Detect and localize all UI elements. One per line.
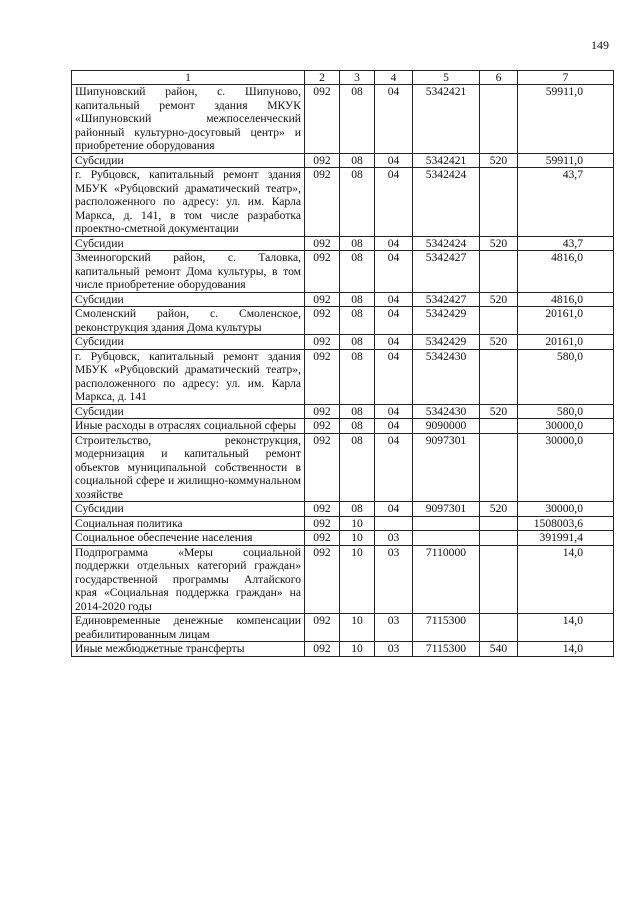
code-cell: 08 xyxy=(340,419,375,434)
code-cell: 08 xyxy=(340,85,375,154)
code-cell: 5342424 xyxy=(413,168,480,237)
code-cell: 08 xyxy=(340,153,375,168)
code-cell: 5342427 xyxy=(413,251,480,293)
sum-cell: 30000,0 xyxy=(518,433,614,502)
row-name-cell: Подпрограмма «Меры социальной поддержки отдельных категорий граждан» государственной программы Алтайского края «Социальная поддержка граждан» на 2014-2020 годы xyxy=(72,545,305,614)
table-row xyxy=(72,307,614,335)
sum-cell: 30000,0 xyxy=(518,419,614,434)
table-row xyxy=(72,516,614,531)
code-cell: 08 xyxy=(340,292,375,307)
table-row xyxy=(72,236,614,251)
code-cell: 092 xyxy=(305,85,340,154)
code-cell xyxy=(413,516,480,531)
code-cell: 04 xyxy=(375,419,413,434)
code-cell: 5342430 xyxy=(413,404,480,419)
sum-cell: 20161,0 xyxy=(518,307,614,335)
code-cell: 7115300 xyxy=(413,642,480,657)
table-row xyxy=(72,419,614,434)
code-cell: 092 xyxy=(305,307,340,335)
row-name-cell: Змеиногорский район, с. Таловка, капитальный ремонт Дома культуры, в том числе приобретение оборудования xyxy=(72,251,305,293)
code-cell: 5342421 xyxy=(413,85,480,154)
code-cell: 10 xyxy=(340,516,375,531)
code-cell: 092 xyxy=(305,419,340,434)
code-cell: 520 xyxy=(480,502,518,517)
column-header: 1 xyxy=(72,71,305,85)
code-cell: 092 xyxy=(305,153,340,168)
code-cell: 092 xyxy=(305,292,340,307)
table-row xyxy=(72,502,614,517)
code-cell xyxy=(413,531,480,546)
code-cell: 5342430 xyxy=(413,349,480,404)
table-row xyxy=(72,614,614,642)
code-cell: 5342429 xyxy=(413,307,480,335)
row-name-cell: Субсидии xyxy=(72,153,305,168)
code-cell: 08 xyxy=(340,251,375,293)
row-name-cell: Субсидии xyxy=(72,335,305,350)
code-cell: 092 xyxy=(305,642,340,657)
table-row xyxy=(72,545,614,614)
code-cell: 520 xyxy=(480,153,518,168)
code-cell: 04 xyxy=(375,433,413,502)
table-row xyxy=(72,85,614,154)
code-cell: 540 xyxy=(480,642,518,657)
sum-cell: 43,7 xyxy=(518,168,614,237)
code-cell xyxy=(375,516,413,531)
code-cell: 04 xyxy=(375,349,413,404)
column-header: 2 xyxy=(305,71,340,85)
code-cell: 092 xyxy=(305,404,340,419)
code-cell: 092 xyxy=(305,531,340,546)
code-cell xyxy=(480,516,518,531)
budget-table xyxy=(71,70,614,657)
page-number: 149 xyxy=(591,38,609,52)
sum-cell: 59911,0 xyxy=(518,85,614,154)
code-cell: 5342421 xyxy=(413,153,480,168)
code-cell: 08 xyxy=(340,433,375,502)
table-row xyxy=(72,433,614,502)
code-cell xyxy=(480,349,518,404)
code-cell xyxy=(480,419,518,434)
column-header: 7 xyxy=(518,71,614,85)
code-cell: 5342429 xyxy=(413,335,480,350)
sum-cell: 30000,0 xyxy=(518,502,614,517)
sum-cell: 580,0 xyxy=(518,404,614,419)
table-row xyxy=(72,335,614,350)
code-cell: 520 xyxy=(480,236,518,251)
code-cell: 03 xyxy=(375,614,413,642)
code-cell: 9097301 xyxy=(413,433,480,502)
table-row xyxy=(72,292,614,307)
sum-cell: 14,0 xyxy=(518,614,614,642)
code-cell xyxy=(480,614,518,642)
code-cell: 04 xyxy=(375,307,413,335)
row-name-cell: г. Рубцовск, капитальный ремонт здания МБУК «Рубцовский драматический театр», расположенного по адресу: ул. им. Карла Маркса, д. 141, в том числе разработка проектно-сметной документации xyxy=(72,168,305,237)
row-name-cell: Социальная политика xyxy=(72,516,305,531)
sum-cell: 1508003,6 xyxy=(518,516,614,531)
code-cell: 08 xyxy=(340,307,375,335)
column-header: 3 xyxy=(340,71,375,85)
code-cell: 092 xyxy=(305,545,340,614)
code-cell: 9090000 xyxy=(413,419,480,434)
code-cell: 7110000 xyxy=(413,545,480,614)
sum-cell: 20161,0 xyxy=(518,335,614,350)
code-cell xyxy=(480,433,518,502)
code-cell: 092 xyxy=(305,502,340,517)
row-name-cell: Шипуновский район, с. Шипуново, капитальный ремонт здания МКУК «Шипуновский межпоселенческий районный культурно-досуговый центр» и приобретение оборудования xyxy=(72,85,305,154)
row-name-cell: Единовременные денежные компенсации реабилитированным лицам xyxy=(72,614,305,642)
table-row xyxy=(72,642,614,657)
code-cell: 04 xyxy=(375,502,413,517)
code-cell: 08 xyxy=(340,502,375,517)
row-name-cell: Субсидии xyxy=(72,404,305,419)
code-cell: 092 xyxy=(305,335,340,350)
code-cell: 5342427 xyxy=(413,292,480,307)
row-name-cell: Социальное обеспечение населения xyxy=(72,531,305,546)
sum-cell: 43,7 xyxy=(518,236,614,251)
code-cell xyxy=(480,168,518,237)
code-cell: 08 xyxy=(340,404,375,419)
code-cell: 092 xyxy=(305,516,340,531)
code-cell: 04 xyxy=(375,404,413,419)
sum-cell: 4816,0 xyxy=(518,292,614,307)
code-cell: 10 xyxy=(340,545,375,614)
table-row xyxy=(72,404,614,419)
code-cell: 04 xyxy=(375,168,413,237)
column-header: 5 xyxy=(413,71,480,85)
row-name-cell: Субсидии xyxy=(72,292,305,307)
row-name-cell: Субсидии xyxy=(72,502,305,517)
code-cell: 03 xyxy=(375,545,413,614)
table-row xyxy=(72,531,614,546)
code-cell: 08 xyxy=(340,236,375,251)
code-cell: 520 xyxy=(480,292,518,307)
sum-cell: 580,0 xyxy=(518,349,614,404)
code-cell xyxy=(480,85,518,154)
sum-cell: 4816,0 xyxy=(518,251,614,293)
code-cell: 092 xyxy=(305,614,340,642)
code-cell: 10 xyxy=(340,642,375,657)
code-cell xyxy=(480,307,518,335)
code-cell xyxy=(480,251,518,293)
sum-cell: 391991,4 xyxy=(518,531,614,546)
code-cell: 7115300 xyxy=(413,614,480,642)
code-cell: 10 xyxy=(340,614,375,642)
row-name-cell: Субсидии xyxy=(72,236,305,251)
table-row xyxy=(72,153,614,168)
code-cell: 5342424 xyxy=(413,236,480,251)
code-cell: 520 xyxy=(480,404,518,419)
code-cell: 092 xyxy=(305,168,340,237)
column-header: 6 xyxy=(480,71,518,85)
code-cell: 08 xyxy=(340,335,375,350)
code-cell: 08 xyxy=(340,168,375,237)
sum-cell: 14,0 xyxy=(518,642,614,657)
code-cell: 092 xyxy=(305,236,340,251)
code-cell: 092 xyxy=(305,349,340,404)
code-cell: 04 xyxy=(375,85,413,154)
code-cell: 092 xyxy=(305,433,340,502)
code-cell: 04 xyxy=(375,153,413,168)
row-name-cell: Иные расходы в отраслях социальной сферы xyxy=(72,419,305,434)
code-cell xyxy=(480,531,518,546)
code-cell: 04 xyxy=(375,236,413,251)
sum-cell: 59911,0 xyxy=(518,153,614,168)
row-name-cell: Строительство, реконструкция, модернизация и капитальный ремонт объектов муниципальной собственности в социальной сфере и жилищно-коммунальном хозяйстве xyxy=(72,433,305,502)
code-cell: 04 xyxy=(375,251,413,293)
table-row xyxy=(72,168,614,237)
sum-cell: 14,0 xyxy=(518,545,614,614)
code-cell: 03 xyxy=(375,642,413,657)
table-row xyxy=(72,251,614,293)
row-name-cell: Смоленский район, с. Смоленское, реконструкция здания Дома культуры xyxy=(72,307,305,335)
code-cell: 092 xyxy=(305,251,340,293)
code-cell: 520 xyxy=(480,335,518,350)
code-cell: 03 xyxy=(375,531,413,546)
column-header: 4 xyxy=(375,71,413,85)
table-row xyxy=(72,349,614,404)
code-cell: 10 xyxy=(340,531,375,546)
code-cell: 04 xyxy=(375,335,413,350)
row-name-cell: Иные межбюджетные трансферты xyxy=(72,642,305,657)
code-cell: 08 xyxy=(340,349,375,404)
code-cell: 04 xyxy=(375,292,413,307)
table-body xyxy=(72,85,614,657)
code-cell xyxy=(480,545,518,614)
code-cell: 9097301 xyxy=(413,502,480,517)
table-header-row xyxy=(72,71,614,85)
row-name-cell: г. Рубцовск, капитальный ремонт здания МБУК «Рубцовский драматический театр», расположенного по адресу: ул. им. Карла Маркса, д. 141 xyxy=(72,349,305,404)
